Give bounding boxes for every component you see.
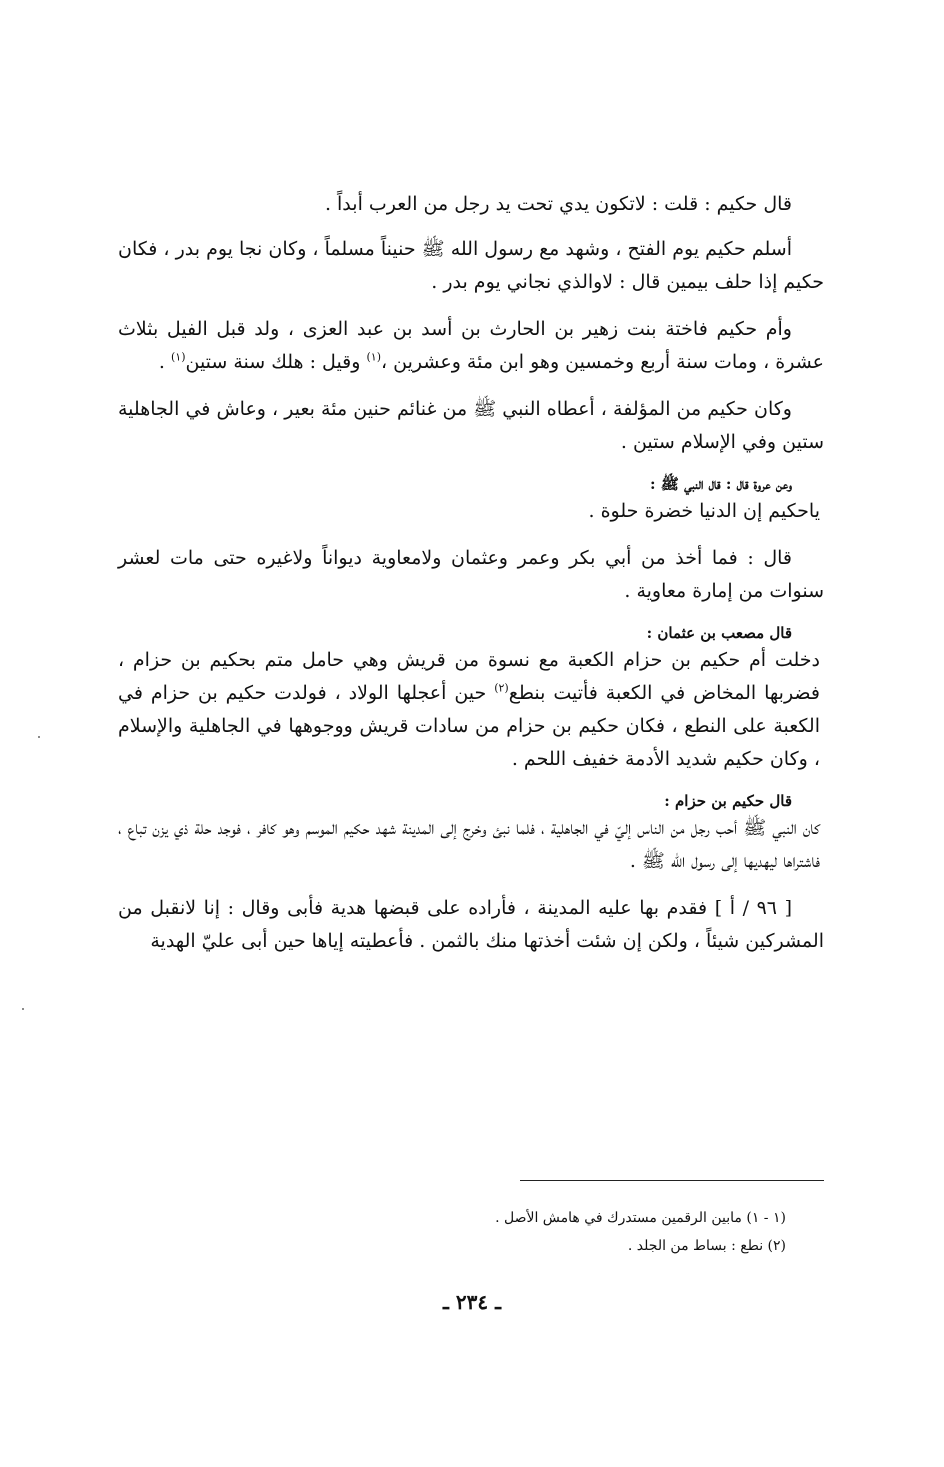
page-number: ـ ٢٣٤ ـ xyxy=(443,1290,501,1314)
note-mark-1b: (١) xyxy=(170,350,186,364)
paragraph-3: وأم حكيم فاختة بنت زهير بن الحارث بن أسد بن عبد العزى ، ولد قبل الفيل بثلاث عشرة ، ومات سنة أربع وخمسين وهو ابن مئة وعشرين ،$^{(١)}$ وقيل : هلك سنة ستين$^{(١)}$ . xyxy=(118,318,824,373)
footnote-divider xyxy=(520,1180,824,1181)
note-mark-2: (٢) xyxy=(494,681,509,695)
paragraph-6-text-b: حين أعجلها الولاد ، فولدت حكيم بن حزام في الكعبة على النطع ، فكان حكيم بن حزام من سادات قريش ووجوهها في الجاهلية والإسلام ، وكان حكيم شديد الأدمة خفيف اللحم . xyxy=(118,682,820,770)
paragraph-7: كان النبي ﷺ أحب رجل من الناس إليّ في الجاهلية ، فلما نبئ وخرج إلى المدينة شهد حكيم الموسم وهو كافر ، فوجد حلة ذي يزن تباع ، فاشتراها ليهديها إلى رسول الله ﷺ . xyxy=(118,817,820,872)
footnote-1: (١ - ١) مابين الرقمين مستدرك في هامش الأصل . xyxy=(495,1210,786,1226)
paragraph-6-text-a: دخلت أم حكيم بن حزام الكعبة مع نسوة من قريش وهي حامل متم بحكيم بن حزام ، فضربها المخاض في الكعبة فأتيت بنطع xyxy=(118,649,820,704)
scan-speck xyxy=(38,736,40,738)
paragraph-6 xyxy=(118,644,824,776)
paragraph-3-tail: وقيل : هلك سنة ستين xyxy=(185,351,361,373)
footnote-2: (٢) نطع : بساط من الجلد . xyxy=(627,1238,786,1254)
paragraph-5: قال : فما أخذ من أبي بكر وعمر وعثمان ولامعاوية ديواناً ولاغيره حتى مات لعشر سنوات من إمارة معاوية . xyxy=(118,547,824,602)
paragraph-8: [ ٩٦ / أ ] فقدم بها عليه المدينة ، فأراده على قبضها هدية فأبى وقال : إنا لانقبل من المشركين شيئاً ، ولكن إن شئت أخذتها منك بالثمن . فأعطيته إياها حين أبى عليّ الهدية xyxy=(118,897,824,952)
paragraph-1: قال حكيم : قلت : لاتكون يدي تحت يد رجل من العرب أبداً . xyxy=(324,193,792,215)
paragraph-4: وكان حكيم من المؤلفة ، أعطاه النبي ﷺ من غنائم حنين مئة بعير ، وعاش في الجاهلية ستين وفي الإسلام ستين . xyxy=(118,398,824,453)
heading-urwa: وعن عروة قال : قال النبي ﷺ : xyxy=(650,475,792,493)
scan-speck xyxy=(22,1008,24,1010)
heading-musab: قال مصعب بن عثمان : xyxy=(646,624,792,642)
footnotes xyxy=(118,1204,786,1260)
heading-hakim: قال حكيم بن حزام : xyxy=(664,792,792,810)
page-body xyxy=(118,188,824,972)
paragraph-3-text: وأم حكيم فاختة بنت زهير بن الحارث بن أسد بن عبد العزى ، ولد قبل الفيل بثلاث عشرة ، ومات سنة أربع وخمسين وهو ابن مئة وعشرين ، xyxy=(118,318,824,373)
note-mark-1a: (١) xyxy=(366,350,381,364)
hadith-quote: ياحكيم إن الدنيا خضرة حلوة . xyxy=(588,500,820,522)
paragraph-2: أسلم حكيم يوم الفتح ، وشهد مع رسول الله ﷺ حنيناً مسلماً ، وكان نجا يوم بدر ، فكان حكيم إذا حلف بيمين قال : لاوالذي نجاني يوم بدر . xyxy=(118,238,824,293)
